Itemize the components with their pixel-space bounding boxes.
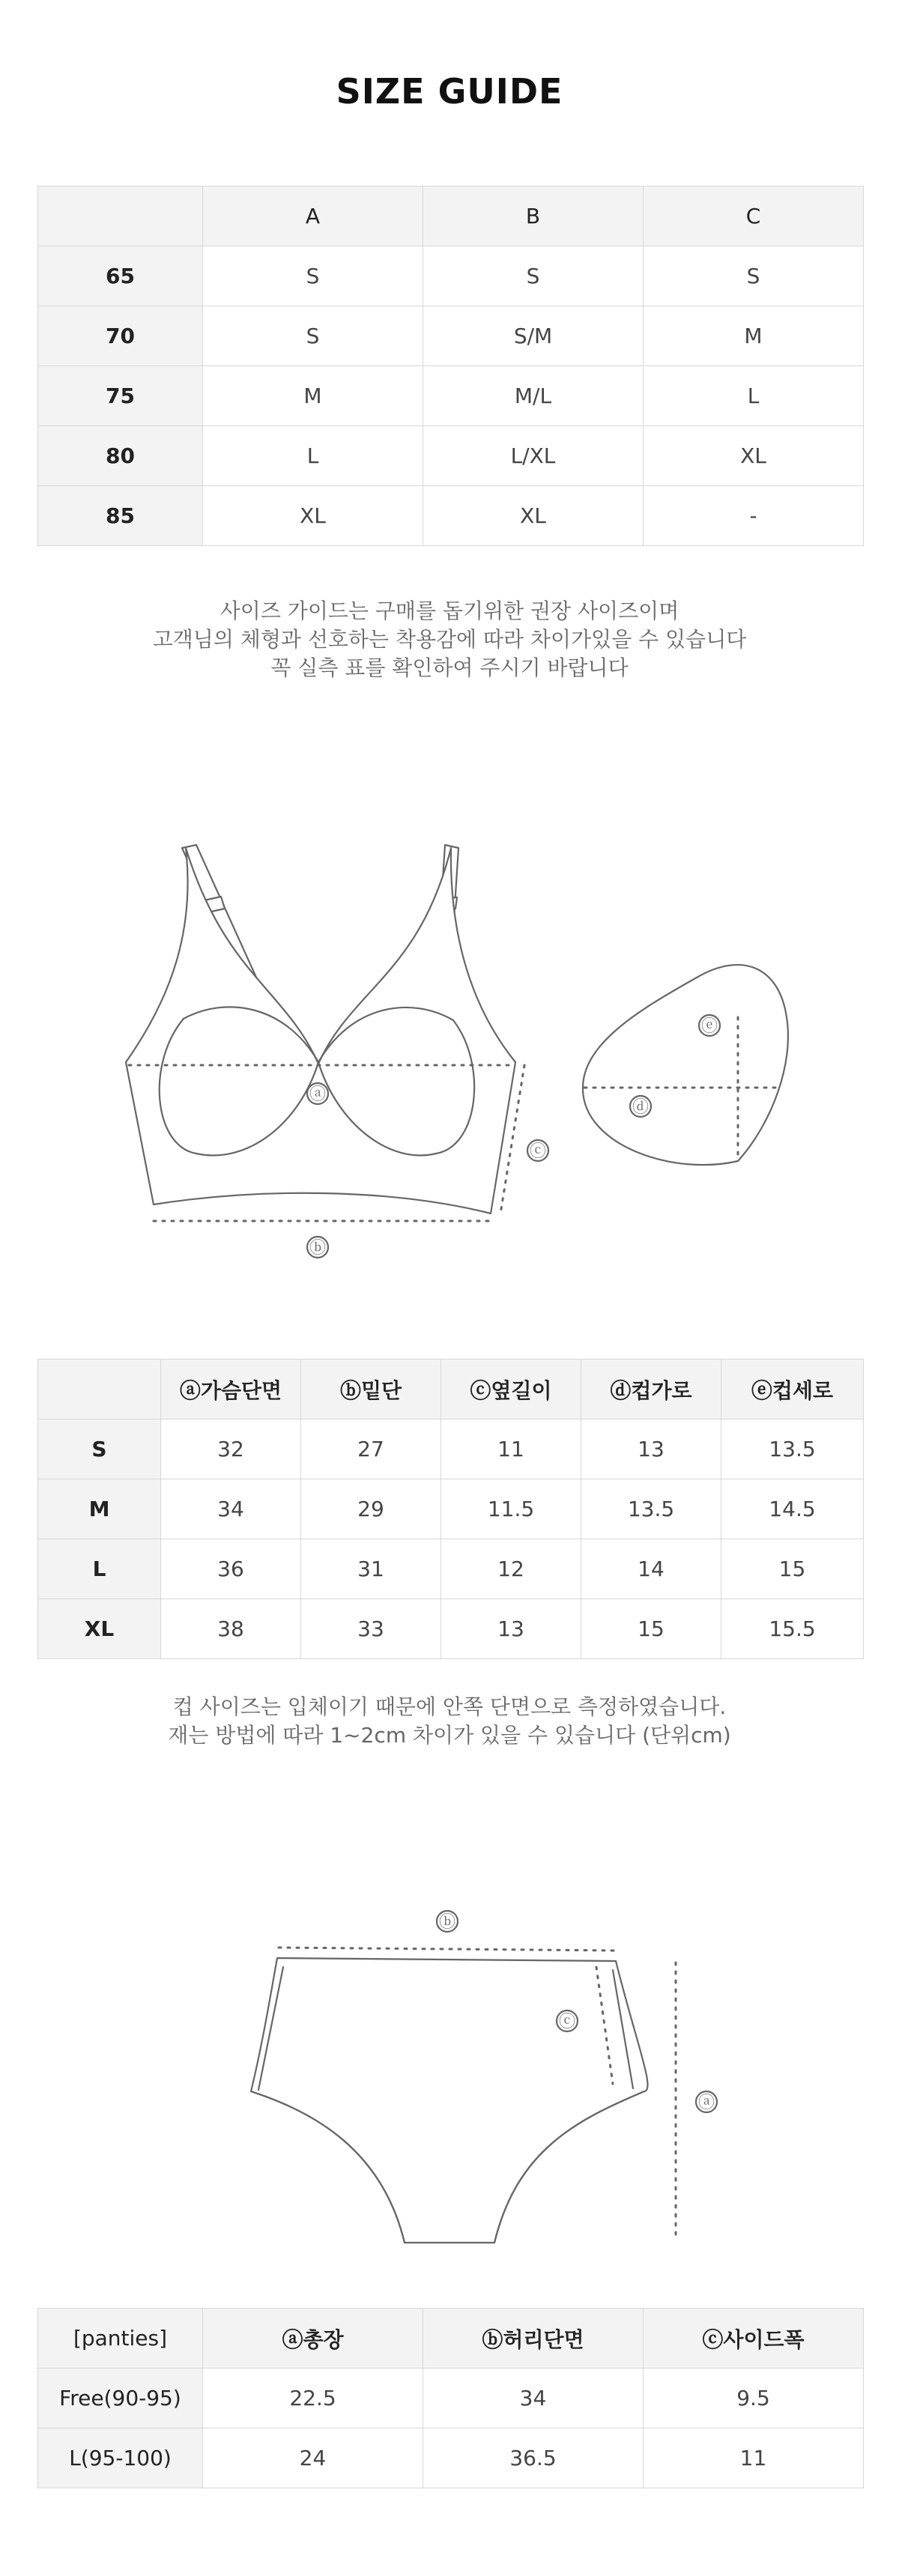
table-row bbox=[38, 1539, 864, 1599]
table-cell: - bbox=[644, 486, 864, 546]
table-cell: L/XL bbox=[423, 426, 644, 486]
table-cell: 36.5 bbox=[423, 2428, 644, 2488]
label-b: ⓑ bbox=[309, 1239, 327, 1258]
table-cell: M bbox=[644, 306, 864, 366]
panty-outline bbox=[251, 1958, 648, 2243]
note-line: 꼭 실측 표를 확인하여 주시기 바랍니다 bbox=[270, 655, 629, 680]
label-b: ⓑ bbox=[438, 1913, 456, 1932]
table-cell: XL bbox=[423, 486, 644, 546]
label-c: ⓒ bbox=[529, 1142, 547, 1161]
table-cell: 13.5 bbox=[721, 1419, 864, 1479]
table-row bbox=[38, 1479, 864, 1539]
table-header-cell: ⓒ사이드폭 bbox=[644, 2309, 864, 2369]
table-cell: 15.5 bbox=[721, 1599, 864, 1659]
size-cell: XL bbox=[38, 1599, 161, 1659]
table-header-cell bbox=[38, 187, 203, 246]
page-title: SIZE GUIDE bbox=[336, 71, 563, 112]
table-cell: S bbox=[203, 306, 423, 366]
note-line: 컵 사이즈는 입체이기 때문에 안쪽 단면으로 측정하였습니다. bbox=[172, 1694, 727, 1719]
note-line: 고객님의 체형과 선호하는 착용감에 따라 차이가있을 수 있습니다 bbox=[152, 627, 747, 652]
table-cell: 13 bbox=[581, 1419, 721, 1479]
table-cell: 15 bbox=[581, 1599, 721, 1659]
band-size-cell: 65 bbox=[38, 246, 203, 306]
table-cell: S bbox=[423, 246, 644, 306]
table-cell: S bbox=[203, 246, 423, 306]
size-table bbox=[37, 186, 864, 546]
table-cell: M/L bbox=[423, 366, 644, 426]
table-row bbox=[38, 366, 864, 426]
table-row bbox=[38, 1419, 864, 1479]
size-cell: S bbox=[38, 1419, 161, 1479]
table-cell: 29 bbox=[301, 1479, 441, 1539]
note-line: 재는 방법에 따라 1~2cm 차이가 있을 수 있습니다 (단위cm) bbox=[168, 1723, 731, 1748]
table-row bbox=[38, 2369, 864, 2428]
table-header-cell: B bbox=[423, 187, 644, 246]
size-cell: L(95-100) bbox=[38, 2428, 203, 2488]
table-cell: 13 bbox=[441, 1599, 581, 1659]
table-cell: 32 bbox=[161, 1419, 301, 1479]
bra-measurement-table bbox=[37, 1359, 864, 1659]
note-line: 사이즈 가이드는 구매를 돕기위한 권장 사이즈이며 bbox=[220, 598, 679, 623]
label-a: ⓐ bbox=[309, 1085, 327, 1104]
label-d: ⓓ bbox=[632, 1098, 650, 1117]
table-cell: 22.5 bbox=[203, 2369, 423, 2428]
table-cell: 11 bbox=[441, 1419, 581, 1479]
table-row bbox=[38, 1599, 864, 1659]
table-cell: XL bbox=[644, 426, 864, 486]
panty-measurement-table bbox=[37, 2308, 864, 2488]
table-row bbox=[38, 306, 864, 366]
table-cell: 9.5 bbox=[644, 2369, 864, 2428]
panty-diagram bbox=[0, 1895, 899, 2270]
label-a: ⓐ bbox=[697, 2094, 715, 2112]
table-header-cell: [panties] bbox=[38, 2309, 203, 2369]
size-cell: Free(90-95) bbox=[38, 2369, 203, 2428]
band-size-cell: 75 bbox=[38, 366, 203, 426]
table-cell: M bbox=[203, 366, 423, 426]
table-cell: 34 bbox=[423, 2369, 644, 2428]
table-header-cell bbox=[38, 1360, 161, 1419]
table-cell: XL bbox=[203, 486, 423, 546]
size-cell: L bbox=[38, 1539, 161, 1599]
table-header-cell: ⓒ옆길이 bbox=[441, 1360, 581, 1419]
band-size-cell: 85 bbox=[38, 486, 203, 546]
size-guide-note bbox=[0, 597, 899, 682]
table-header-row bbox=[38, 187, 864, 246]
table-cell: L bbox=[644, 366, 864, 426]
table-cell: 38 bbox=[161, 1599, 301, 1659]
table-header-cell: C bbox=[644, 187, 864, 246]
table-header-cell: ⓑ밑단 bbox=[301, 1360, 441, 1419]
table-header-cell: ⓓ컵가로 bbox=[581, 1360, 721, 1419]
table-row bbox=[38, 2428, 864, 2488]
table-cell: 15 bbox=[721, 1539, 864, 1599]
table-cell: S/M bbox=[423, 306, 644, 366]
waist-width-line bbox=[279, 1948, 616, 1951]
table-cell: 27 bbox=[301, 1419, 441, 1479]
cup-outline bbox=[583, 965, 788, 1165]
table-row bbox=[38, 486, 864, 546]
table-cell: 33 bbox=[301, 1599, 441, 1659]
table-cell: 11 bbox=[644, 2428, 864, 2488]
table-header-row bbox=[38, 2309, 864, 2369]
table-cell: 14.5 bbox=[721, 1479, 864, 1539]
table-header-cell: ⓑ허리단면 bbox=[423, 2309, 644, 2369]
table-cell: 34 bbox=[161, 1479, 301, 1539]
table-cell: 13.5 bbox=[581, 1479, 721, 1539]
table-row bbox=[38, 426, 864, 486]
table-cell: 24 bbox=[203, 2428, 423, 2488]
table-header-cell: ⓐ가슴단면 bbox=[161, 1360, 301, 1419]
label-c: ⓒ bbox=[558, 2013, 576, 2031]
table-cell: 36 bbox=[161, 1539, 301, 1599]
table-cell: 14 bbox=[581, 1539, 721, 1599]
table-header-cell: A bbox=[203, 187, 423, 246]
band-size-cell: 70 bbox=[38, 306, 203, 366]
table-header-cell: ⓔ컵세로 bbox=[721, 1360, 864, 1419]
table-cell: 11.5 bbox=[441, 1479, 581, 1539]
bra-diagram bbox=[0, 824, 899, 1288]
label-e: ⓔ bbox=[700, 1017, 718, 1036]
table-cell: 12 bbox=[441, 1539, 581, 1599]
table-row bbox=[38, 246, 864, 306]
bra-measurement-note bbox=[0, 1693, 899, 1750]
size-cell: M bbox=[38, 1479, 161, 1539]
table-cell: L bbox=[203, 426, 423, 486]
table-cell: S bbox=[644, 246, 864, 306]
table-cell: 31 bbox=[301, 1539, 441, 1599]
table-header-row bbox=[38, 1360, 864, 1419]
band-size-cell: 80 bbox=[38, 426, 203, 486]
table-header-cell: ⓐ총장 bbox=[203, 2309, 423, 2369]
